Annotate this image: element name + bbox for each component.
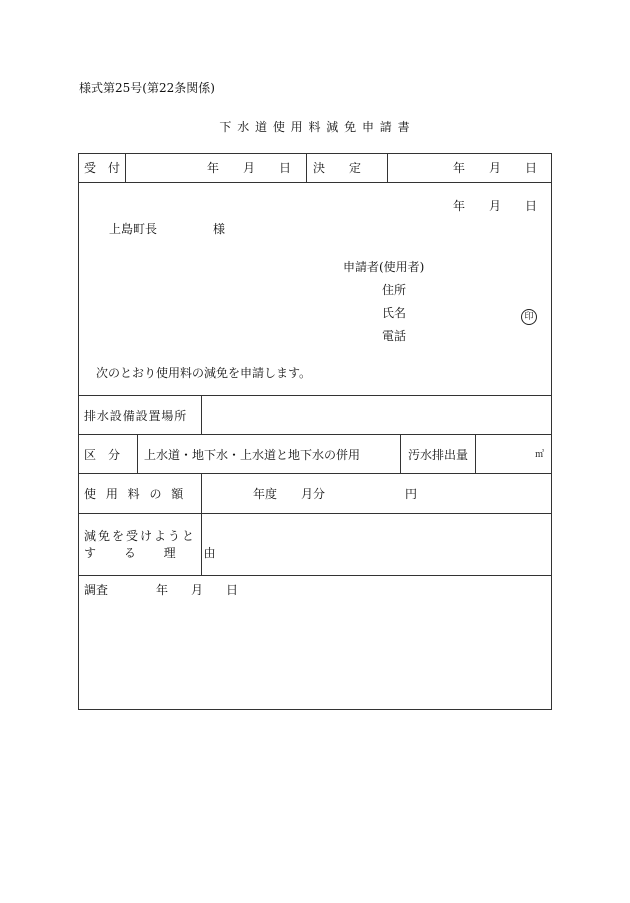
decision-day-label: 日 [525, 161, 538, 175]
survey-day-label: 日 [226, 583, 239, 597]
seal-mark [521, 304, 537, 325]
reception-year-label: 年 [207, 161, 220, 175]
reception-label: 受 付 [84, 161, 121, 175]
fee-yen-label: 円 [405, 487, 418, 501]
application-statement: 次のとおり使用料の減免を申請します。 [96, 366, 312, 380]
form-number: 様式第25号(第22条関係) [79, 81, 215, 95]
fee-label: 使 用 料 の 額 [84, 487, 187, 501]
category-value: 上水道・地下水・上水道と地下水の併用 [144, 448, 361, 462]
survey-label: 調査 [84, 583, 109, 597]
name-label: 氏名 [382, 306, 407, 320]
reception-day-label: 日 [279, 161, 292, 175]
application-month-label: 月 [489, 199, 502, 213]
facility-location-label: 排水設備設置場所 [84, 409, 188, 423]
phone-label: 電話 [382, 329, 407, 343]
reception-month-label: 月 [243, 161, 256, 175]
fee-month-label: 月分 [301, 487, 326, 501]
discharge-label: 汚水排出量 [408, 448, 469, 462]
discharge-unit: ㎥ [535, 450, 545, 460]
decision-label: 決 定 [313, 161, 362, 175]
category-label: 区 分 [84, 448, 121, 462]
decision-month-label: 月 [489, 161, 502, 175]
reason-label-line2: す る 理 由 [84, 546, 228, 560]
seal-text: 印 [521, 309, 537, 325]
survey-year-label: 年 [156, 583, 169, 597]
survey-month-label: 月 [191, 583, 204, 597]
applicant-label: 申請者(使用者) [343, 260, 425, 274]
application-year-label: 年 [453, 199, 466, 213]
reason-label-line1: 減免を受けようと [84, 529, 197, 543]
application-day-label: 日 [525, 199, 538, 213]
fee-year-label: 年度 [253, 487, 278, 501]
decision-year-label: 年 [453, 161, 466, 175]
address-label: 住所 [382, 283, 407, 297]
addressee: 上島町長 [109, 222, 158, 236]
honorific: 様 [213, 222, 226, 236]
form-title: 下 水 道 使 用 料 減 免 申 請 書 [219, 120, 411, 134]
